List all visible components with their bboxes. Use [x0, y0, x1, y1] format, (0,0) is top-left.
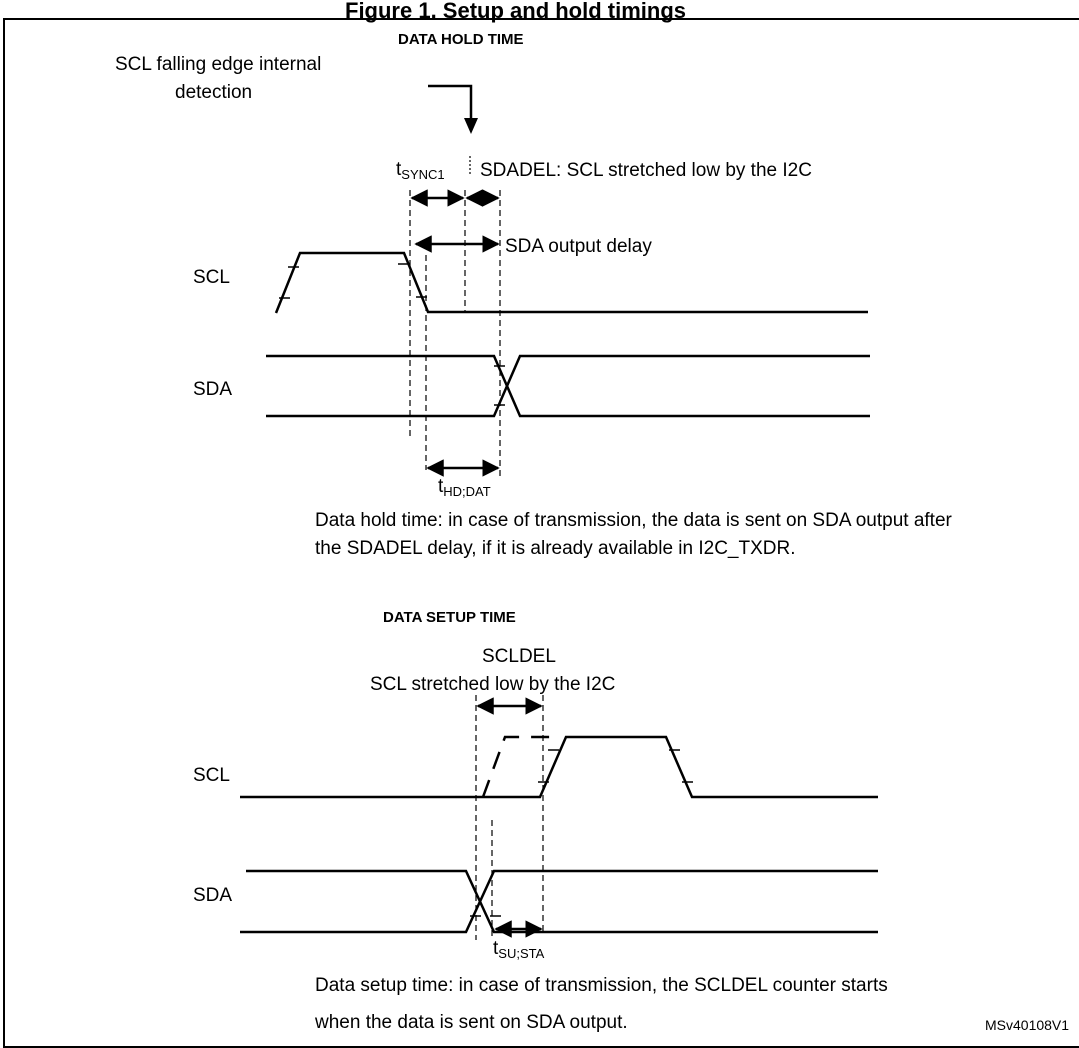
scldel-label-line2: SCL stretched low by the I2C: [370, 674, 616, 695]
setup-scl-early-edge: [483, 737, 552, 797]
hold-sda-waveform-a: [266, 356, 870, 416]
setup-scl-label: SCL: [193, 765, 230, 786]
figure-title: Figure 1. Setup and hold timings: [345, 0, 687, 23]
hold-sda-label: SDA: [193, 379, 233, 400]
sdadel-label: SDADEL: SCL stretched low by the I2C: [480, 160, 812, 181]
hold-scl-waveform: [276, 253, 868, 313]
hold-scl-label: SCL: [193, 267, 230, 288]
tsu-sta-label: $t_{SU;STA}$: [493, 938, 545, 961]
setup-sda-waveform-a: [246, 871, 878, 932]
setup-sda-label: SDA: [193, 885, 233, 906]
setup-scl-waveform: [240, 737, 878, 797]
detection-arrow-head: [464, 118, 478, 134]
hold-sda-waveform-b: [266, 356, 870, 416]
figure-code: MSv40108V1: [985, 1017, 1070, 1033]
tsync1-label: $t_{SYNC1}$: [396, 159, 445, 182]
scl-detection-label-line2: detection: [175, 82, 253, 103]
hold-section-title: DATA HOLD TIME: [398, 31, 524, 48]
setup-sda-waveform-b: [240, 871, 878, 932]
setup-section-title: DATA SETUP TIME: [383, 609, 516, 626]
setup-note-line2: when the data is sent on SDA output.: [315, 1012, 628, 1033]
sda-output-delay-label: SDA output delay: [505, 236, 652, 257]
setup-note-line1: Data setup time: in case of transmission, the SCLDEL counter starts: [315, 975, 888, 996]
scl-detection-label-line1: SCL falling edge internal: [115, 54, 322, 75]
thd-dat-label: $t_{HD;DAT}$: [438, 476, 491, 499]
scldel-label-line1: SCLDEL: [482, 646, 556, 667]
hold-note-line2: the SDADEL delay, if it is already available in I2C_TXDR.: [315, 538, 796, 559]
hold-note-line1: Data hold time: in case of transmission, the data is sent on SDA output after: [315, 510, 952, 531]
detection-pointer-line: [428, 86, 471, 128]
